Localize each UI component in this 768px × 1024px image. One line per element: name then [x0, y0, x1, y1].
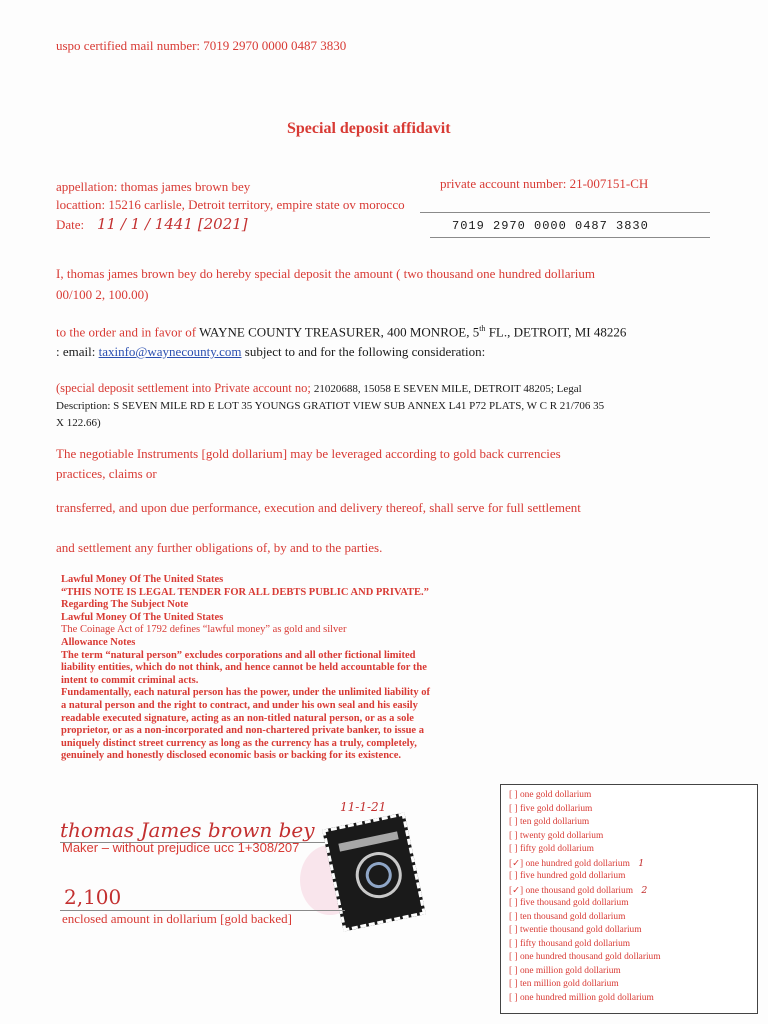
checkbox-mark[interactable]: [ ] [509, 898, 518, 908]
legal-heading: Lawful Money Of The United States [61, 574, 224, 585]
denomination-label: five hundred gold dollarium [519, 871, 626, 881]
private-account-number: private account number: 21-007151-CH [440, 176, 649, 191]
document-title: Special deposit affidavit [287, 120, 451, 137]
settlement-obligations: and settlement any further obligations of, by and to the parties. [56, 540, 383, 555]
denomination-item[interactable] [509, 966, 621, 976]
checkbox-mark[interactable]: [ ] [509, 790, 518, 800]
denomination-item[interactable] [509, 871, 625, 881]
checkbox-mark[interactable]: [ ] [509, 952, 518, 962]
denomination-item[interactable] [509, 790, 591, 800]
denomination-label: twentie thousand gold dollarium [519, 925, 642, 935]
legal-line: proprietor, or as a non-incorporated and non-chartered private banker, to issue a [61, 725, 424, 737]
amount-label: enclosed amount in dollarium [gold backed] [62, 911, 292, 926]
handwritten-signature: thomas James brown bey [60, 818, 315, 842]
date-value: 11 / 1 / 1441 [2021] [97, 215, 248, 233]
denomination-label: one gold dollarium [519, 790, 592, 800]
legal-line: liability entities, which do not think, and hence cannot be held accountable for the [61, 662, 427, 674]
denomination-label: ten thousand gold dollarium [519, 911, 626, 922]
denomination-label: five gold dollarium [519, 803, 593, 814]
denomination-label: one thousand gold dollarium [525, 885, 633, 896]
location: locattion: 15216 carlisle, Detroit territory, empire state ov morocco [56, 197, 405, 212]
checkbox-mark[interactable]: [ ] [509, 844, 518, 854]
denomination-item[interactable] [509, 952, 661, 962]
denomination-checklist [500, 784, 758, 1014]
legal-line: The term “natural person” excludes corporations and all other fictional limited [61, 649, 416, 661]
appellation: appellation: thomas james brown bey [56, 179, 251, 194]
denomination-label: five thousand gold dollarium [519, 898, 629, 908]
checkbox-mark[interactable]: [ ] [509, 992, 518, 1003]
signature-date: 11-1-21 [340, 800, 387, 814]
denomination-label: ten million gold dollarium [519, 979, 619, 989]
order-text: to the order and in favor of [56, 324, 200, 340]
denomination-item[interactable] [509, 885, 647, 896]
checkbox-mark[interactable]: [ ] [509, 965, 518, 976]
legal-heading: Allowance Notes [61, 636, 136, 648]
checkbox-mark[interactable]: [ ] [509, 979, 518, 989]
checkbox-mark[interactable]: [✓] [509, 858, 524, 869]
email-link[interactable]: taxinfo@waynecounty.com [98, 344, 242, 359]
payee-sup: th [479, 324, 486, 333]
denomination-item[interactable] [509, 804, 592, 814]
checkbox-mark[interactable]: [ ] [509, 817, 518, 827]
email-label: : email: [56, 344, 99, 359]
legal-line: readable executed signature, acting as an non-titled natural person, or as a sole [61, 712, 414, 724]
denomination-label: fifty gold dollarium [519, 844, 594, 854]
denomination-label: twenty gold dollarium [519, 830, 604, 841]
certified-mail-number: uspo certified mail number: 7019 2970 0000 0487 3830 [56, 38, 347, 53]
legal-notes [61, 574, 521, 763]
legal-line: The Coinage Act of 1792 defines “lawful money” as gold and silver [61, 624, 347, 636]
legal-description-end: X 122.66) [56, 417, 101, 429]
instruments-line2: practices, claims or [56, 466, 157, 481]
consideration-text: subject to and for the following consideration: [241, 344, 486, 359]
legal-line: intent to commit criminal acts. [61, 674, 199, 686]
checkbox-mark[interactable]: [ ] [509, 925, 518, 935]
legal-line: genuinely and honestly disclosed economic basis or backing for its existence. [61, 750, 402, 762]
deposit-statement-line1: I, thomas james brown bey do hereby special deposit the amount ( two thousand one hundred dollarium [56, 266, 596, 281]
checkbox-mark[interactable]: [ ] [509, 938, 518, 949]
checkbox-mark[interactable]: [ ] [509, 871, 518, 881]
denomination-item[interactable] [509, 817, 589, 827]
denomination-label: one hundred gold dollarium [525, 858, 630, 869]
payee-address: FL., DETROIT, MI 48226 [485, 324, 627, 340]
maker-line: Maker – without prejudice ucc 1+308/207 [62, 840, 300, 855]
legal-line: a natural person and the right to contract, and under his own seal and his easily [61, 699, 418, 711]
deposit-statement-line2: 00/100 2, 100.00) [56, 287, 149, 302]
tracking-number: 7019 2970 0000 0487 3830 [452, 219, 649, 233]
legal-description: Description: S SEVEN MILE RD E LOT 35 YOUNGS GRATIOT VIEW SUB ANNEX L41 P72 PLATS, W C R 21/706 35 [56, 400, 605, 412]
denomination-item[interactable] [509, 831, 603, 841]
handwritten-amount: 2,100 [64, 885, 122, 909]
denomination-item[interactable] [509, 993, 654, 1003]
denomination-item[interactable] [509, 844, 594, 854]
denomination-label: one million gold dollarium [519, 965, 621, 976]
handwritten-note: 1 [638, 857, 645, 869]
checkbox-mark[interactable]: [✓] [509, 885, 524, 896]
account-address: 21020688, 15058 E SEVEN MILE, DETROIT 48205; Legal [313, 383, 582, 395]
divider-line [420, 212, 710, 213]
denomination-item[interactable] [509, 939, 630, 949]
denomination-label: one hundred thousand gold dollarium [519, 952, 661, 962]
legal-line: Fundamentally, each natural person has the power, under the unlimited liability of [61, 687, 430, 699]
denomination-label: ten gold dollarium [519, 817, 590, 827]
legal-line: uniquely distinct street currency as long as the currency has a truly, completely, [61, 737, 417, 749]
settlement-text: (special deposit settlement into Private account no; [56, 381, 314, 395]
instruments-line1: The negotiable Instruments [gold dollarium] may be leveraged according to gold back currencies [56, 446, 561, 461]
checkbox-mark[interactable]: [ ] [509, 830, 518, 841]
denomination-item[interactable] [509, 979, 619, 989]
denomination-item[interactable] [509, 925, 642, 935]
transfer-text: transferred, and upon due performance, execution and delivery thereof, shall serve for full settlement [56, 500, 581, 515]
checkbox-mark[interactable]: [ ] [509, 911, 518, 922]
denomination-item[interactable] [509, 912, 625, 922]
handwritten-note: 2 [641, 884, 648, 896]
payee: WAYNE COUNTY TREASURER, 400 MONROE, 5 [199, 324, 480, 340]
denomination-label: one hundred million gold dollarium [519, 992, 654, 1003]
date-label: Date: [56, 217, 85, 232]
denomination-item[interactable] [509, 898, 629, 908]
denomination-item[interactable] [509, 858, 644, 869]
legal-tender-quote: “THIS NOTE IS LEGAL TENDER FOR ALL DEBTS PUBLIC AND PRIVATE.” [61, 586, 429, 598]
denomination-label: fifty thousand gold dollarium [519, 938, 631, 949]
checkbox-mark[interactable]: [ ] [509, 803, 518, 814]
divider-line [430, 237, 710, 238]
legal-heading: Regarding The Subject Note [61, 599, 189, 611]
legal-heading: Lawful Money Of The United States [61, 611, 224, 623]
